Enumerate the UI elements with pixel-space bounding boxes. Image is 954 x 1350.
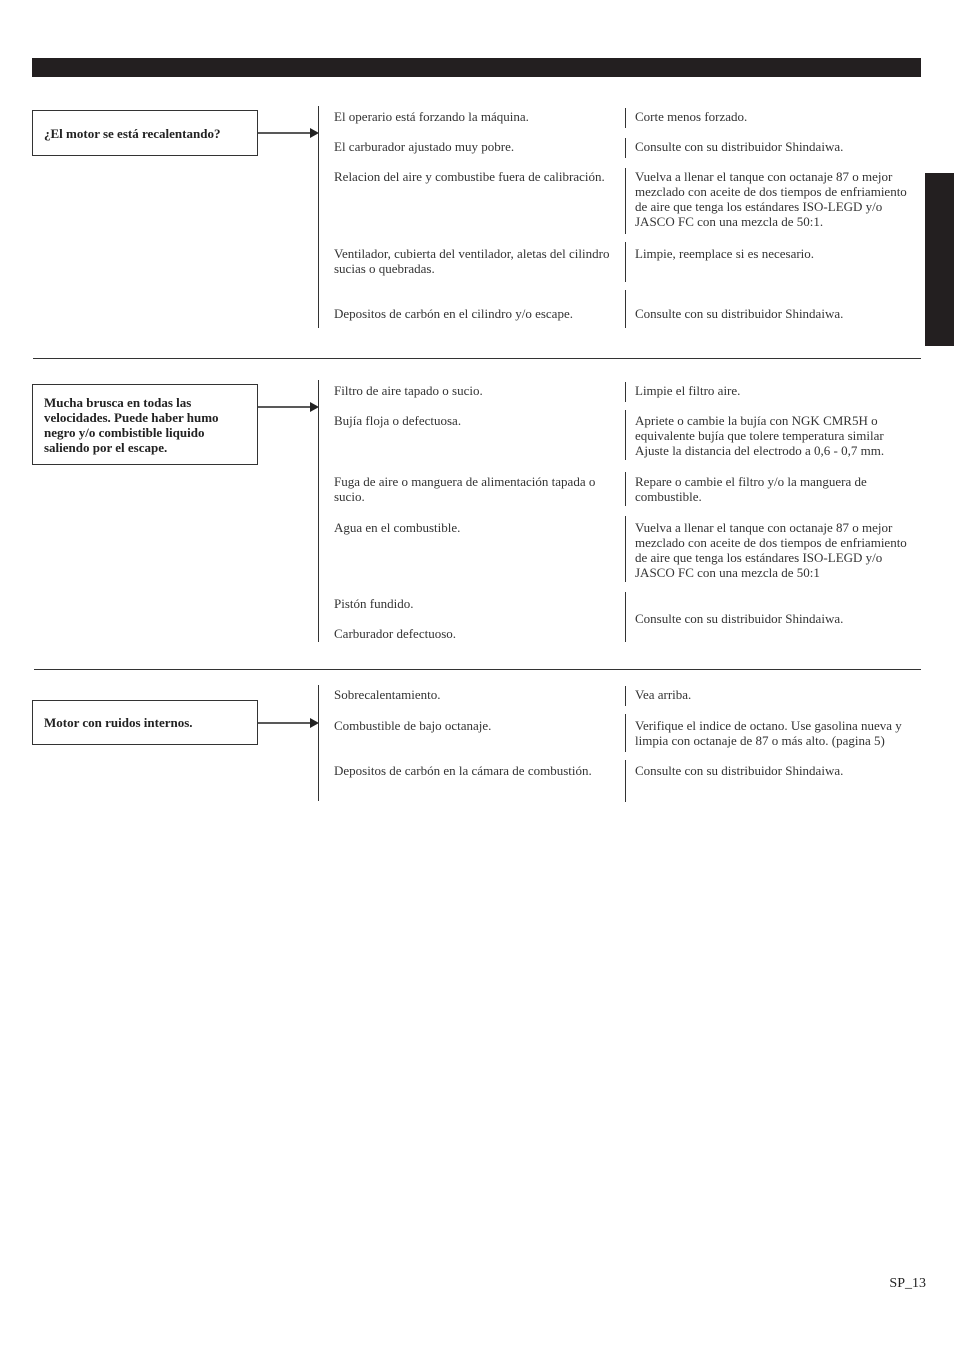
remedy-divider <box>625 290 626 328</box>
remedy-text: Consulte con su distribuidor Shindaiwa. <box>635 763 844 778</box>
remedy-divider <box>625 138 626 158</box>
remedy-text: Consulte con su distribuidor Shindaiwa. <box>635 306 844 321</box>
cause-text: El operario está forzando la máquina. <box>334 109 529 124</box>
cause-text: Depositos de carbón en el cilindro y/o escape. <box>334 306 573 321</box>
cause-text: El carburador ajustado muy pobre. <box>334 139 515 154</box>
remedy-text: Vuelva a llenar el tanque con octanaje 87 o mejor mezclado con aceite de dos tiempos de enfriamiento de aire que tenga los estándares ISO-LEGD y/o JASCO FC con una mezcla de 50:1 <box>635 520 907 580</box>
remedy-divider <box>625 686 626 706</box>
cause-text: Fuga de aire o manguera de alimentación tapada o sucio. <box>334 474 596 504</box>
remedy-divider <box>625 108 626 128</box>
cause-text: Filtro de aire tapado o sucio. <box>334 383 483 398</box>
remedy-divider <box>625 714 626 752</box>
remedy-text: Limpie, reemplace si es necesario. <box>635 246 815 261</box>
remedy-divider <box>625 168 626 234</box>
symptom-text: Mucha brusca en todas las velocidades. Puede haber humo negro y/o combistible liquido saliendo por el escape. <box>44 394 219 455</box>
page-number: SP_13 <box>889 1276 926 1291</box>
remedy-divider <box>625 472 626 506</box>
remedy-text: Repare o cambie el filtro y/o la manguera de combustible. <box>635 474 867 504</box>
arrow-icon <box>258 716 322 730</box>
remedy-divider <box>625 592 626 642</box>
remedy-text: Apriete o cambie la bujía con NGK CMR5H o equivalente bujía que tolere temperatura similar Ajuste la distancia del electrodo a 0,6 - 0,7 mm. <box>635 413 885 458</box>
cause-column-divider <box>318 685 319 801</box>
remedy-divider <box>625 516 626 582</box>
header-bar <box>32 58 921 77</box>
symptom-text: ¿El motor se está recalentando? <box>44 125 221 141</box>
remedy-divider <box>625 242 626 282</box>
cause-text: Carburador defectuoso. <box>334 626 457 641</box>
cause-text: Combustible de bajo octanaje. <box>334 718 492 733</box>
cause-text: Relacion del aire y combustibe fuera de calibración. <box>334 169 605 184</box>
section-tab <box>925 173 954 346</box>
remedy-divider <box>625 410 626 460</box>
remedy-divider <box>625 760 626 802</box>
section-divider <box>33 358 921 359</box>
cause-column-divider <box>318 106 319 328</box>
remedy-text: Consulte con su distribuidor Shindaiwa. <box>635 139 844 154</box>
cause-column-divider <box>318 380 319 642</box>
remedy-text: Limpie el filtro aire. <box>635 383 741 398</box>
cause-text: Sobrecalentamiento. <box>334 687 441 702</box>
symptom-text: Motor con ruidos internos. <box>44 715 193 730</box>
remedy-text: Corte menos forzado. <box>635 109 748 124</box>
symptom-box <box>32 384 258 465</box>
symptom-box <box>32 110 258 156</box>
arrow-icon <box>258 400 322 414</box>
cause-text: Pistón fundido. <box>334 596 414 611</box>
symptom-box <box>32 700 258 745</box>
remedy-text: Vea arriba. <box>635 687 692 702</box>
section-divider <box>34 669 921 670</box>
remedy-text: Vuelva a llenar el tanque con octanaje 87 o mejor mezclado con aceite de dos tiempos de enfriamiento de aire que tenga los estándares ISO-LEGD y/o JASCO FC con una mezcla de 50:1. <box>635 169 907 229</box>
remedy-text: Consulte con su distribuidor Shindaiwa. <box>635 611 844 626</box>
cause-text: Bujía floja o defectuosa. <box>334 413 462 428</box>
cause-text: Agua en el combustible. <box>334 520 461 535</box>
remedy-text: Verifique el indice de octano. Use gasolina nueva y limpia con octanaje de 87 o más alto. (pagina 5) <box>635 718 902 748</box>
arrow-icon <box>258 126 322 140</box>
cause-text: Depositos de carbón en la cámara de combustión. <box>334 763 592 778</box>
remedy-divider <box>625 382 626 402</box>
cause-text: Ventilador, cubierta del ventilador, aletas del cilindro sucias o quebradas. <box>334 246 610 276</box>
